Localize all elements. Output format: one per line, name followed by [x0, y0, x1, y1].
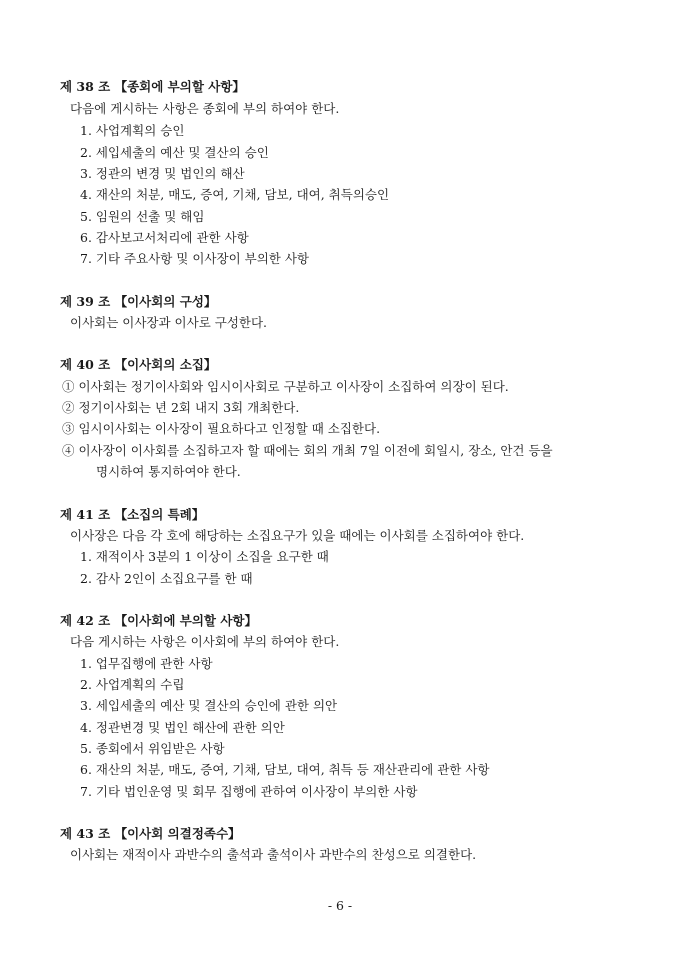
article-38-intro: 다음에 게시하는 사항은 종회에 부의 하여야 한다.	[70, 101, 340, 116]
article-40-item: ① 이사회는 정기이사회와 임시이사회로 구분하고 이사장이 소집하여 의장이 된다.	[62, 379, 509, 394]
article-38-item: 5. 임원의 선출 및 해임	[80, 209, 205, 224]
article-40-title: 제 40 조 【이사회의 소집】	[60, 357, 217, 372]
article-38-item: 6. 감사보고서처리에 관한 사항	[80, 230, 249, 245]
article-38-item: 4. 재산의 처분, 매도, 증여, 기채, 담보, 대여, 취득의승인	[80, 187, 390, 202]
article-41-item: 2. 감사 2인이 소집요구를 한 때	[80, 571, 253, 586]
article-41-intro: 이사장은 다음 각 호에 해당하는 소집요구가 있을 때에는 이사회를 소집하여야 한다.	[70, 528, 525, 543]
article-42-item: 1. 업무집행에 관한 사항	[80, 656, 213, 671]
page-number: - 6 -	[327, 898, 353, 913]
article-40-item: ④ 이사장이 이사회를 소집하고자 할 때에는 회의 개최 7일 이전에 회일시, 장소, 안건 등을	[62, 443, 553, 458]
article-38-item: 7. 기타 주요사항 및 이사장이 부의한 사항	[80, 251, 309, 266]
article-42-item: 7. 기타 법인운영 및 회무 집행에 관하여 이사장이 부의한 사항	[80, 784, 418, 799]
article-43-intro: 이사회는 재적이사 과반수의 출석과 출석이사 과반수의 찬성으로 의결한다.	[70, 847, 477, 862]
article-42-item: 4. 정관변경 및 법인 해산에 관한 의안	[80, 720, 285, 735]
article-42-title: 제 42 조 【이사회에 부의할 사항】	[60, 613, 257, 628]
article-40-item: ② 정기이사회는 년 2회 내지 3회 개최한다.	[62, 400, 300, 415]
article-42-item: 5. 종회에서 위임받은 사항	[80, 741, 225, 756]
article-38-item: 2. 세입세출의 예산 및 결산의 승인	[80, 145, 269, 160]
article-40-item: ③ 임시이사회는 이사장이 필요하다고 인정할 때 소집한다.	[62, 421, 381, 436]
article-40-continuation: 명시하여 통지하여야 한다.	[96, 464, 241, 479]
article-42-intro: 다음 게시하는 사항은 이사회에 부의 하여야 한다.	[70, 634, 340, 649]
article-42-item: 2. 사업계획의 수립	[80, 677, 185, 692]
article-43-title: 제 43 조 【이사회 의결정족수】	[60, 826, 241, 841]
article-41-item: 1. 재적이사 3분의 1 이상이 소집을 요구한 때	[80, 549, 329, 564]
article-42-item: 3. 세입세출의 예산 및 결산의 승인에 관한 의안	[80, 698, 338, 713]
article-39-intro: 이사회는 이사장과 이사로 구성한다.	[70, 315, 268, 330]
article-38-title: 제 38 조 【종회에 부의할 사항】	[60, 79, 245, 94]
article-38-item: 1. 사업계획의 승인	[80, 123, 185, 138]
article-42-item: 6. 재산의 처분, 매도, 증여, 기채, 담보, 대여, 취득 등 재산관리에 관한 사항	[80, 762, 490, 777]
article-39-title: 제 39 조 【이사회의 구성】	[60, 294, 217, 309]
article-41-title: 제 41 조 【소집의 특례】	[60, 507, 205, 522]
article-38-item: 3. 정관의 변경 및 법인의 해산	[80, 166, 245, 181]
